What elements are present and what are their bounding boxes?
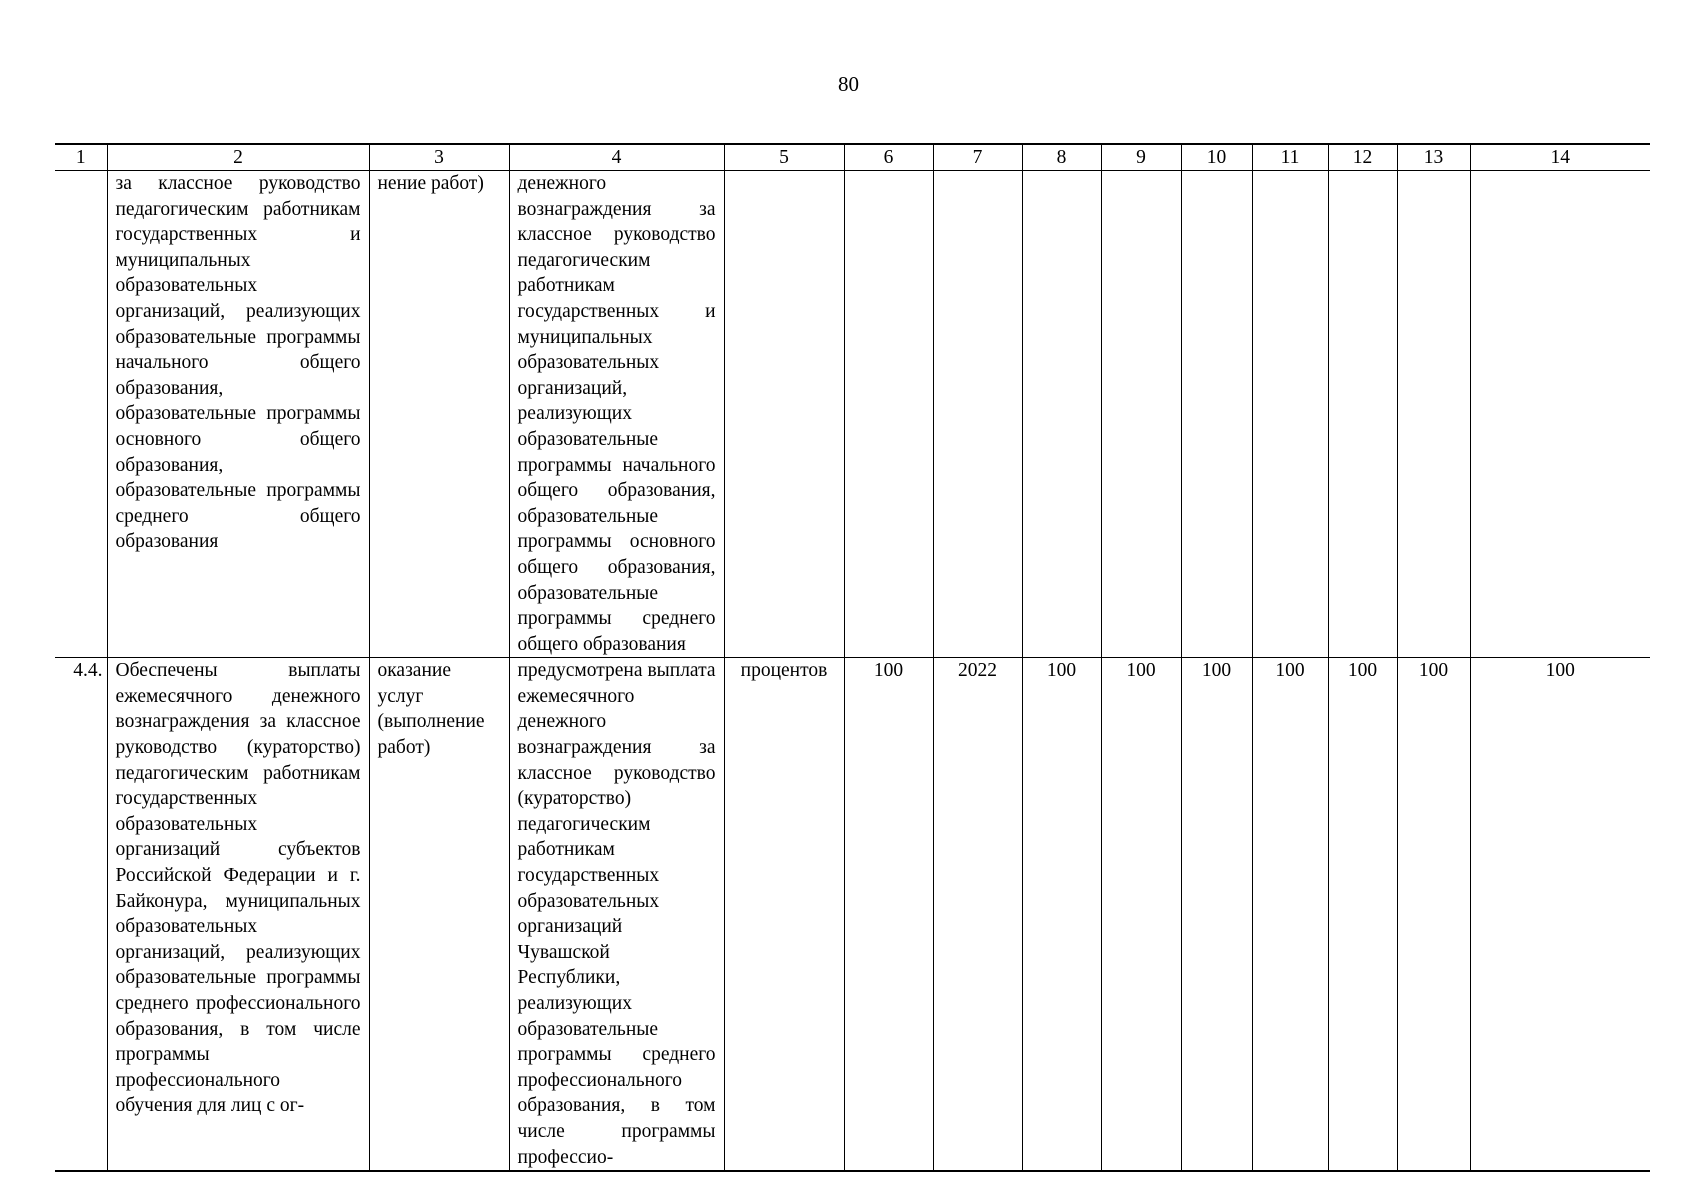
table-row <box>55 171 1650 658</box>
column-header: 2 <box>107 144 369 171</box>
value-cell: 100 <box>1397 658 1470 1171</box>
column-header: 3 <box>369 144 509 171</box>
column-header: 12 <box>1328 144 1397 171</box>
value-cell <box>1101 171 1181 658</box>
result-type-cell: оказание услуг (выполнение работ) <box>369 658 509 1171</box>
value-cell: 100 <box>1470 658 1650 1171</box>
page-number: 80 <box>838 72 859 96</box>
value-cell: 100 <box>1022 658 1101 1171</box>
unit-cell: процентов <box>724 658 844 1171</box>
result-name-cell: Обеспечены выплаты ежемесячного денежного вознаграждения за классное руководство (кураторство) педагогическим работникам государственных образовательных организаций субъектов Российской Федерации и г. Байконура, муниципальных образовательных организаций, реализующих образовательные программы среднего профессионального образования, в том числе программы профессионального обучения для лиц с ог- <box>107 658 369 1171</box>
value-cell: 2022 <box>933 658 1022 1171</box>
row-number-cell <box>55 171 107 658</box>
column-header: 5 <box>724 144 844 171</box>
column-header: 8 <box>1022 144 1101 171</box>
table-row <box>55 658 1650 1171</box>
row-number-cell: 4.4. <box>55 658 107 1171</box>
value-cell <box>1470 171 1650 658</box>
value-cell: 100 <box>844 658 933 1171</box>
unit-cell <box>724 171 844 658</box>
value-cell: 100 <box>1328 658 1397 1171</box>
result-type-cell: нение работ) <box>369 171 509 658</box>
column-header: 10 <box>1181 144 1252 171</box>
characteristic-cell: предусмотрена выплата ежемесячного денежного вознаграждения за классное руководство (кураторство) педагогическим работникам государственных образовательных организаций Чувашской Республики, реализующих образовательные программы среднего профессионального образования, в том числе программы профессио- <box>509 658 724 1171</box>
value-cell <box>1181 171 1252 658</box>
characteristic-cell: денежного вознаграждения за классное руководство педагогическим работникам государственных и муниципальных образовательных организаций, реализующих образовательные программы начального общего образования, образовательные программы основного общего образования, образовательные программы среднего общего образования <box>509 171 724 658</box>
value-cell <box>1252 171 1328 658</box>
column-header: 11 <box>1252 144 1328 171</box>
value-cell <box>933 171 1022 658</box>
value-cell: 100 <box>1181 658 1252 1171</box>
value-cell: 100 <box>1101 658 1181 1171</box>
column-header: 6 <box>844 144 933 171</box>
header-row <box>55 144 1650 171</box>
data-table <box>55 143 1650 1172</box>
column-header: 14 <box>1470 144 1650 171</box>
column-header: 7 <box>933 144 1022 171</box>
column-header: 9 <box>1101 144 1181 171</box>
value-cell <box>1328 171 1397 658</box>
value-cell <box>1397 171 1470 658</box>
column-header: 4 <box>509 144 724 171</box>
result-name-cell: за классное руководство педагогическим работникам государственных и муниципальных образовательных организаций, реализующих образовательные программы начального общего образования, образовательные программы основного общего образования, образовательные программы среднего общего образования <box>107 171 369 658</box>
column-header: 1 <box>55 144 107 171</box>
value-cell <box>844 171 933 658</box>
column-header: 13 <box>1397 144 1470 171</box>
value-cell: 100 <box>1252 658 1328 1171</box>
value-cell <box>1022 171 1101 658</box>
